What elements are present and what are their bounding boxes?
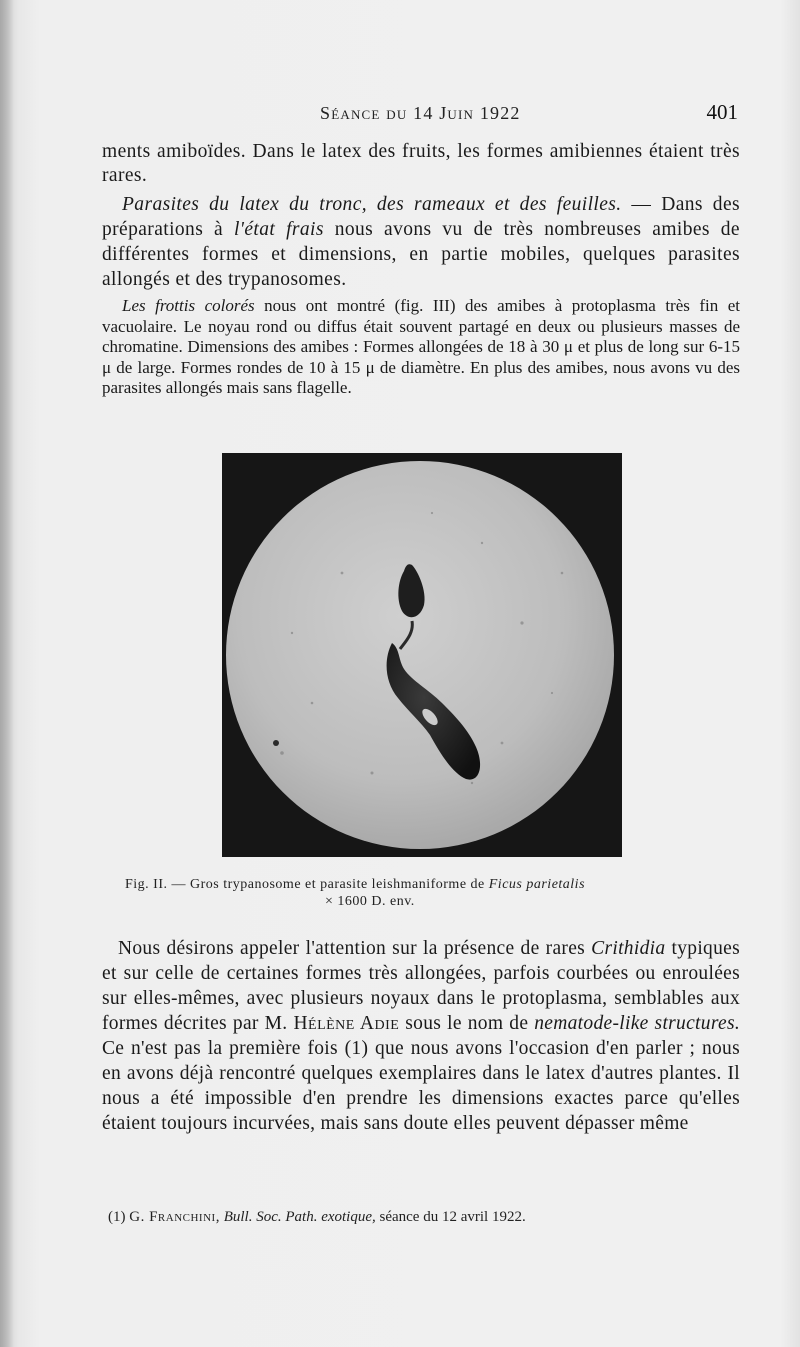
figure-caption (125, 876, 710, 910)
microscope-field (226, 461, 614, 849)
paragraph-4 (102, 936, 740, 1136)
footnote-marker: (1) (108, 1209, 130, 1225)
paragraph-2-text-a: Dans des préparations à (102, 194, 740, 240)
running-title: Séance du 14 Juin 1922 (320, 103, 521, 123)
paragraph-3-italic: Les frottis colorés (122, 296, 255, 315)
spine-shadow (0, 0, 14, 1347)
footnote-rest: séance du 12 avril 1922. (375, 1209, 526, 1225)
micrograph-figure (222, 453, 622, 857)
paragraph-4-text-b: typiques et sur celle de certaines formes très allongées, parfois courbées ou enroulées sur elles-mêmes, avec plusieurs noyaux dans le protoplasma, semblables aux formes décrites par M. (102, 938, 740, 1034)
footnote-author: G. Franchini, (129, 1209, 220, 1225)
paragraph-1 (102, 140, 740, 188)
paragraph-4-text-c: sous le nom de (399, 1013, 535, 1034)
paragraph-3-text: nous ont montré (fig. III) des amibes à protoplasma très fin et vacuolaire. Le noyau rond ou diffus était souvent partagé en deux ou plusieurs masses de chromatine. Dimensions des amibes : Formes allongées de 18 à 30 μ et plus de long sur 6-15 μ de large. Formes rondes de 10 à 15 μ de diamètre. En plus des amibes, nous avons vu des parasites allongés mais sans flagelle. (102, 296, 741, 397)
footnote-journal: Bull. Soc. Path. exotique, (219, 1209, 376, 1225)
author-name: Hélène Adie (293, 1013, 400, 1034)
paragraph-4-italic-2: nematode-like structures. (534, 1013, 741, 1034)
section-heading: Parasites du latex du tronc, des rameaux et des feuilles. (122, 194, 622, 215)
paragraph-2-italic: l'état frais (233, 219, 324, 240)
caption-prefix: Fig. II. — Gros trypanosome et parasite leishmaniforme de (125, 877, 489, 892)
paragraph-2-text-b: nous avons vu de très nombreuses amibes de différentes formes et dimensions, en partie mobiles, quelques parasites allongés et des trypanosomes. (102, 219, 740, 290)
paragraph-4-text-a: Nous désirons appeler l'attention sur la présence de rares (118, 938, 592, 959)
caption-magnification: × 1600 D. env. (325, 894, 415, 909)
caption-species: Ficus parietalis (488, 877, 586, 892)
paragraph-1-text: ments amiboïdes. Dans le latex des fruits, les formes amibiennes étaient très rares. (102, 141, 740, 186)
page-number: 401 (706, 100, 738, 124)
paragraph-4-italic-1: Crithidia (591, 938, 666, 959)
footnote (108, 1208, 708, 1226)
running-head (100, 100, 740, 130)
paragraph-4-text-d: Ce n'est pas la première fois (1) que nous avons l'occasion d'en parler ; nous en avons déjà rencontré quelques exemplaires dans le latex d'autres plantes. Il nous a été impossible d'en prendre les dimensions exactes parce qu'elles étaient toujours incurvées, mais sans doute elles peuvent dépasser même (102, 1038, 740, 1134)
heading-dash: — (621, 194, 662, 215)
field-dot (273, 740, 279, 746)
micrograph-image (222, 453, 622, 857)
paragraph-2 (102, 192, 740, 292)
paragraph-3 (102, 296, 740, 399)
